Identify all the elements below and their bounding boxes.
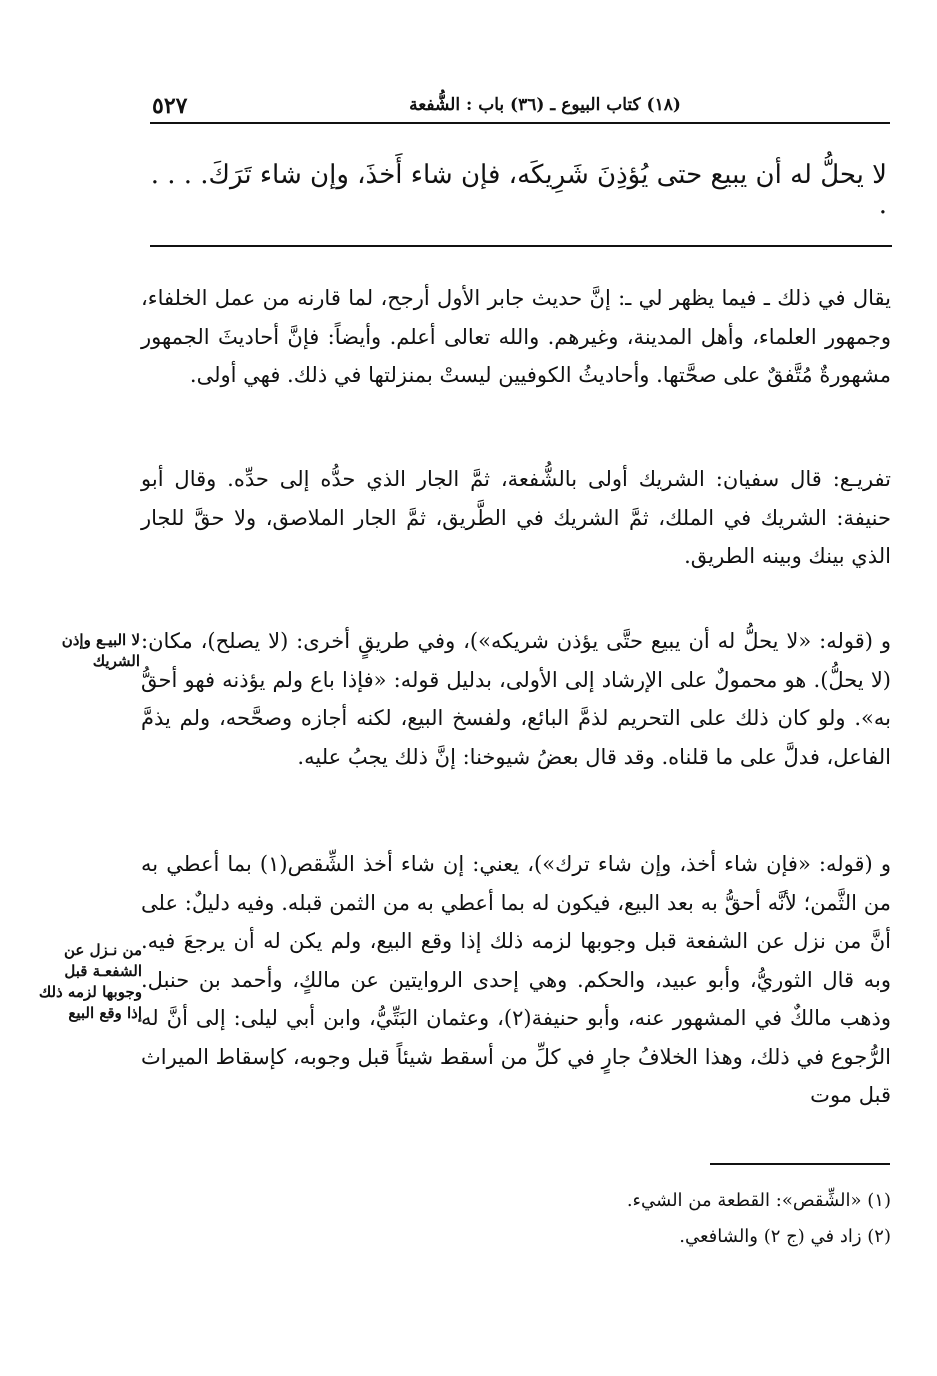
paragraph-3: و (قوله: «لا يحلُّ له أن يبيع حتَّى يؤذن شريكه»)، وفي طريقٍ أخرى: (لا يصلح)، مكان: (لا يحلُّ). هو محمولٌ على الإرشاد إلى الأولى، بدليل قوله: «فإذا باع ولم يؤذنه فهو أحقُّ به». ولو كان ذلك على التحريم لذمَّ البائع، ولفسخ البيع، لكنه أجازه وصحَّحه، ولم يذمَّ الفاعل، فدلَّ على ما قلناه. وقد قال بعضُ شيوخنا: إنَّ ذلك يجبُ عليه. (141, 629, 891, 769)
paragraph-1: يقال في ذلك ـ فيما يظهر لي ـ: إنَّ حديث جابر الأول أرجح، لما قارنه من عمل الخلفاء، وجمهور العلماء، وأهل المدينة، وغيرهم. والله تعالى أعلم. وأيضاً: فإنَّ أحاديثَ الجمهور مشهورةٌ مُتَّفقٌ على صحَّتها. وأحاديثُ الكوفيين ليستْ بمنزلتها في ذلك. فهي أولى. (141, 286, 891, 387)
page-number: ٥٢٧ (152, 93, 188, 119)
footnote-2: (٢) زاد في (ج ٢) والشافعي. (679, 1226, 891, 1247)
margin-note-1: لا البيـع وإذن الشريك (61, 631, 140, 670)
header-rule (150, 122, 890, 124)
hadith-text: لا يحلُّ له أن يبيع حتى يُؤذِنَ شَرِيكَه، فإن شاء أَخذَ، وإن شاء تَرَكَ. . . . . (150, 160, 887, 220)
footnote-rule (710, 1163, 890, 1165)
section-separator (150, 245, 892, 247)
margin-note-2: من نـزل عن الشفعـة قبل وجوبها لزمه ذلك إذا وقع البيع (38, 941, 142, 1022)
paragraph-2: تفريـع: قال سفيان: الشريك أولى بالشُّفعة، ثمَّ الجار الذي حدُّه إلى حدِّه. وقال أبو حنيفة: الشريك في الملك، ثمَّ الشريك في الطَّريق، ثمَّ الجار الملاصق، ولا حقَّ للجار الذي بينك وبينه الطريق. (141, 467, 891, 568)
chapter-title: (١٨) كتاب البيوع ـ (٣٦) باب : الشُّفعة (409, 95, 681, 115)
footnote-1: (١) «الشِّقص»: القطعة من الشيء. (626, 1190, 891, 1211)
paragraph-4: و (قوله: «فإن شاء أخذ، وإن شاء ترك»)، يعني: إن شاء أخذ الشِّقص(١) بما أعطي به من الثَّمن؛ لأنَّه أحقُّ به بعد البيع، فيكون له بما أعطي به من الثمن قبله. وفيه دليلٌ: على أنَّ من نزل عن الشفعة قبل وجوبها لزمه ذلك إذا وقع البيع، ولم يكن له أن يرجعَ فيه. وبه قال الثوريُّ، وأبو عبيد، والحكم. وهي إحدى الروايتين عن مالكٍ، وأحمد بن حنبل. وذهب مالكٌ في المشهور عنه، وأبو حنيفة(٢)، وعثمان البَتِّيُّ، وابن أبي ليلى: إلى أنَّ له الرُّجوع في ذلك، وهذا الخلافُ جارٍ في كلِّ من أسقط شيئاً قبل وجوبه، كإسقاط الميراث قبل موت (141, 852, 891, 1107)
